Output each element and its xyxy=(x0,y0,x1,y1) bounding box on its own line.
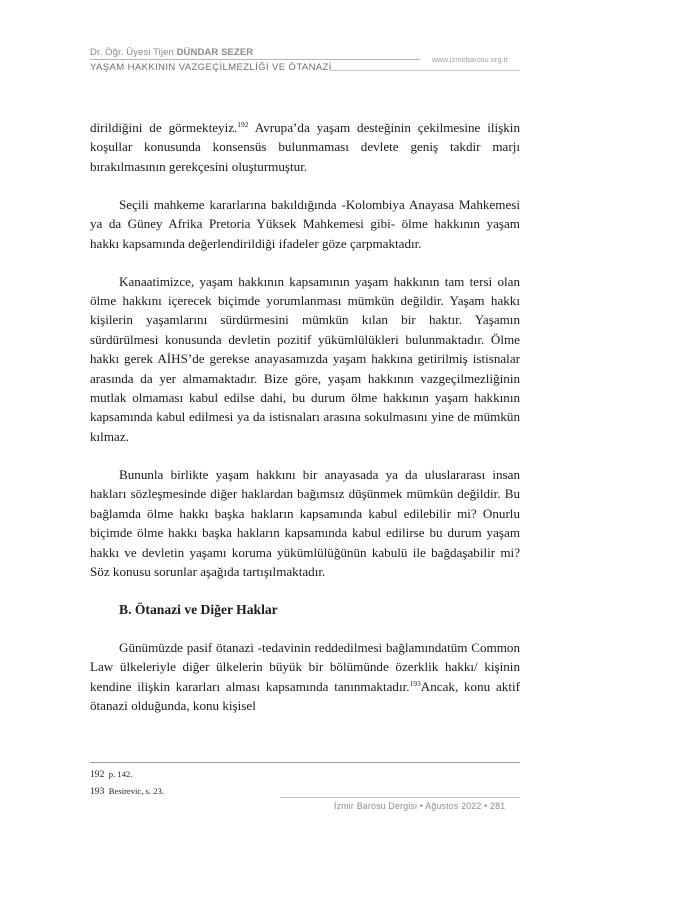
header-author xyxy=(90,47,253,58)
footnote-item xyxy=(90,783,164,800)
paragraph-3: Kanaatimizce, yaşam hakkının kapsamının yaşam hakkının tam tersi olan ölme hakkını içerecek biçimde yorumlanması mümkün değildir. Yaşam hakkı kişilerin yaşamlarını sürdürmesini mümkün kılan bir haktır. Yaşamın sürdürülmesi konusunda devletin pozitif yükümlülükleri bulunmaktadır. Ölme hakkı gerek AİHS’de gerekse anayasamızda yaşam hakkına getirilmiş istisnalar arasında da yer almamaktadır. Bize göre, yaşam hakkının vazgeçilmezliğinin mutlak olmaması kabul edilse dahi, bu durum ölme hakkının yaşam hakkının kapsamında kabul edilmesi ya da istisnaları arasına sokulmasını yine de mümkün kılmaz. xyxy=(90,273,520,444)
section-heading: B. Ötanazi ve Diğer Haklar xyxy=(119,601,278,617)
author-prefix: Dr. Öğr. Üyesi Tijen xyxy=(90,47,174,58)
footnote-ref-193: 193 xyxy=(409,678,421,688)
header-rule-right xyxy=(330,70,520,71)
paragraph-1-text: dirildiğini de görmekteyiz. xyxy=(90,120,238,135)
paragraph-5-text: Günümüzde pasif ötanazi -tedavinin reddedilmesi bağlamındatüm Common Law ülkeleriyle diğer ülkelerin büyük bir bölümünde özerklik hakkı/ kişinin kendine ilişkin kararları alması kapsamında tanınmaktadır. xyxy=(90,639,520,694)
header-article-title: YAŞAM HAKKININ VAZGEÇİLMEZLİĞİ VE ÖTANAZİ xyxy=(90,62,332,73)
paragraph-1 xyxy=(90,118,520,176)
footnote-number: 193 xyxy=(90,786,105,797)
footer-journal: İzmir Barosu Dergisi • Ağustos 2022 • 281 xyxy=(334,801,506,811)
header-website: www.izmirbarosu.org.tr xyxy=(432,55,509,64)
footnote-text: Besirevic, s. 23. xyxy=(108,786,164,796)
paragraph-2: Seçili mahkeme kararlarına bakıldığında -Kolombiya Anayasa Mahkemesi ya da Güney Afrika Pretoria Yüksek Mahkemesi gibi- ölme hakkının yaşam hakkı kapsamında değerlendirildiği ifadeler göze çarpmaktadır. xyxy=(90,196,520,251)
footnote-number: 192 xyxy=(90,769,105,780)
paragraph-4: Bununla birlikte yaşam hakkını bir anayasada ya da uluslararası insan hakları sözleşmesinde diğer haklardan bağımsız düşünmek mümkün değildir. Bu bağlamda ölme hakkı başka hakların kapsamında kabul edilebilir mi? Onurlu biçimde ölme hakkı başka hakların kapsamında kabul edilirse bu durum yaşam hakkı ve devletin yaşamı koruma yükümlülüğünün kabulü ile bağdaşabilir mi? Söz konusu sorunlar aşağıda tartışılmaktadır. xyxy=(90,466,520,579)
author-name: DÜNDAR SEZER xyxy=(176,47,254,58)
footnote-item xyxy=(90,766,164,783)
footnote-rule xyxy=(90,762,520,763)
footnotes xyxy=(90,766,164,800)
article-body xyxy=(90,118,520,734)
paragraph-1-rest: Avrupa’da yaşam desteğinin çekilmesine ilişkin koşullar konusunda konsensüs bulunmaması devlete geniş takdir marjı bırakılmasının gerekçesini oluşturmuştur. xyxy=(90,120,520,174)
footnote-text: p. 142. xyxy=(108,769,133,779)
paragraph-5 xyxy=(90,638,520,716)
paragraph-5-rest: Ancak, konu aktif ötanazi olduğunda, konu kişisel xyxy=(90,678,520,714)
footer-rule xyxy=(280,797,520,798)
footnote-ref-192: 192 xyxy=(237,120,249,129)
header-rule xyxy=(90,59,420,60)
